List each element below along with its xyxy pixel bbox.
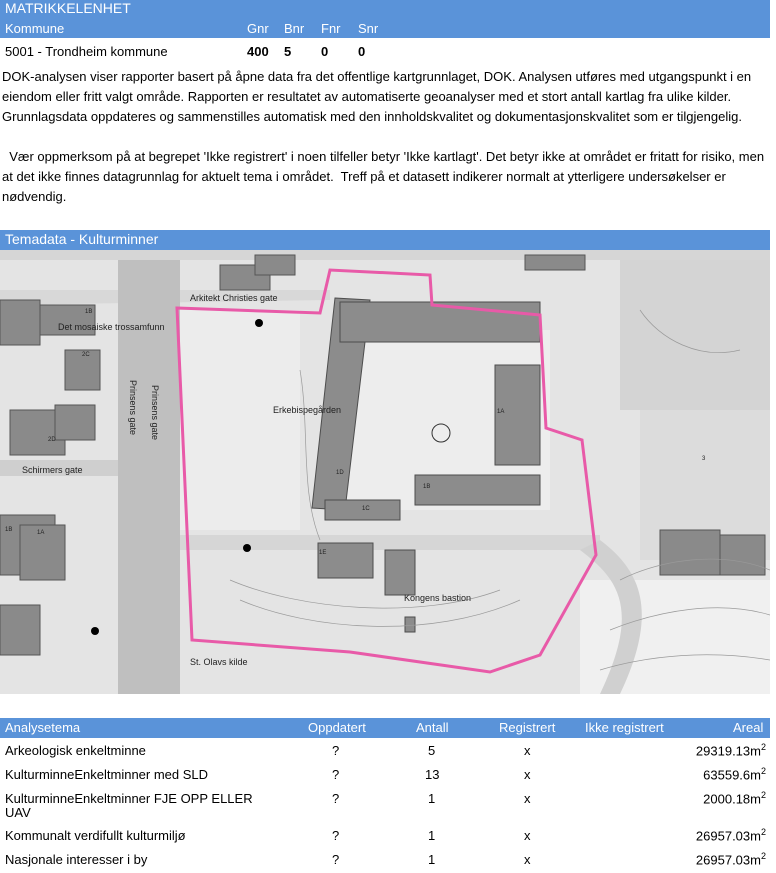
map-label-st-olavs: St. Olavs kilde	[190, 657, 248, 667]
row-oppdatert: ?	[332, 767, 340, 782]
header-bnr: Bnr	[284, 21, 305, 36]
th-registrert: Registrert	[499, 720, 556, 735]
row-registrert: x	[524, 767, 531, 782]
row-analysetema: Kommunalt verdifullt kulturmiljø	[5, 828, 186, 843]
row-analysetema: Nasjonale interesser i by	[5, 852, 148, 867]
row-registrert: x	[524, 852, 531, 867]
matrikkel-snr-value: 0	[358, 44, 366, 59]
header-fnr: Fnr	[321, 21, 341, 36]
th-ikke-registrert: Ikke registrert	[585, 720, 664, 735]
row-antall: 1	[428, 791, 436, 806]
row-registrert: x	[524, 828, 531, 843]
row-areal: $26957.03m^2$	[695, 827, 766, 844]
map-label-prinsens-1: Prinsens gate	[128, 380, 138, 436]
row-areal: $2000.18m^2$	[703, 790, 766, 807]
row-oppdatert: ?	[332, 852, 340, 867]
matrikkel-bnr-value: 5	[284, 44, 292, 59]
map-label-b1: 1B	[85, 309, 93, 315]
row-areal: $29319.13m^2$	[695, 742, 766, 759]
map-label-schirmers: Schirmers gate	[22, 465, 83, 475]
row-analysetema: Arkeologisk enkeltminne	[5, 743, 146, 758]
th-areal: Areal	[733, 720, 764, 735]
map-label-arkitekt: Arkitekt Christies gate	[190, 293, 278, 303]
row-analysetema: KulturminneEnkeltminner med SLD	[5, 767, 209, 782]
matrikkel-gnr-value: 400	[247, 44, 269, 59]
area-unit-exponent: 2	[760, 766, 766, 776]
th-analysetema: Analysetema	[5, 720, 81, 735]
row-registrert: x	[524, 743, 531, 758]
map-label-erkebispegarden: Erkebispegården	[273, 405, 342, 415]
intro-paragraph-2: Vær oppmerksom på at begrepet 'Ikke registrert' i noen tilfeller betyr 'Ikke kartlagt'. Det betyr ikke at området er fritatt for risiko, men at det ikke finnes datagrunnlag for aktuelt tema i området. Treff på et datasett indikerer normalt at ytterligere undersøkelser er nødvendig.	[2, 149, 768, 204]
row-oppdatert: ?	[332, 828, 340, 843]
map-canvas	[0, 250, 770, 694]
header-gnr: Gnr	[247, 21, 269, 36]
tema-title: Temadata - Kulturminner	[5, 231, 159, 247]
kulturminner-map[interactable]	[0, 250, 770, 694]
row-areal: $63559.6m^2$	[703, 766, 766, 783]
th-oppdatert: Oppdatert	[308, 720, 366, 735]
area-unit-exponent: 2	[760, 742, 766, 752]
map-label-b5: 1A	[37, 530, 45, 536]
map-label-b3: 2D	[48, 437, 56, 443]
area-unit-exponent: 2	[760, 827, 766, 837]
map-label-mosaiske: Det mosaiske trossamfunn	[58, 322, 165, 332]
row-analysetema: KulturminneEnkeltminner FJE OPP ELLER UAV	[5, 791, 253, 820]
header-kommune: Kommune	[5, 21, 65, 36]
th-antall: Antall	[416, 720, 449, 735]
row-registrert: x	[524, 791, 531, 806]
road-prinsens-gate	[118, 250, 180, 694]
row-areal: $26957.03m^2$	[695, 851, 766, 868]
area-unit-exponent: 2	[760, 790, 766, 800]
map-label-c3: 1B	[423, 484, 431, 490]
matrikkel-section-title-bar	[0, 0, 770, 19]
analysis-table-header	[0, 718, 770, 738]
matrikkel-kommune-value: 5001 - Trondheim kommune	[5, 44, 168, 59]
row-antall: 5	[428, 743, 436, 758]
row-antall: 1	[428, 852, 436, 867]
map-label-c5: 1E	[319, 550, 327, 556]
map-label-c1: 1A	[497, 409, 505, 415]
map-label-c4: 1C	[362, 506, 370, 512]
tema-section-title-bar	[0, 230, 770, 250]
map-label-b2: 2C	[82, 352, 90, 358]
map-label-kongens-bastion: Kongens bastion	[404, 593, 472, 603]
matrikkel-title: MATRIKKELENHET	[5, 0, 131, 16]
map-label-b4: 1B	[5, 527, 13, 533]
matrikkel-table-header	[0, 19, 770, 38]
matrikkel-fnr-value: 0	[321, 44, 329, 59]
header-snr: Snr	[358, 21, 379, 36]
row-oppdatert: ?	[332, 791, 340, 806]
map-label-c6: 3	[702, 456, 706, 462]
row-antall: 1	[428, 828, 436, 843]
row-antall: 13	[425, 767, 440, 782]
intro-paragraph-1: DOK-analysen viser rapporter basert på åpne data fra det offentlige kartgrunnlaget, DOK. Analysen utføres med utgangspunkt i en eiendom eller fritt valgt område. Rapporten er resultatet av automatiserte geoanalyser med et stort antall kartlag fra ulike kilder. Grunnlagsdata oppdateres og sammenstilles automatisk med den innholdskvalitet og dokumentasjonskvalitet som er tilgjengelig.	[2, 69, 752, 124]
map-label-c2: 1D	[336, 470, 344, 476]
area-unit-exponent: 2	[760, 851, 766, 861]
row-oppdatert: ?	[332, 743, 340, 758]
map-label-prinsens-2: Prinsens gate	[150, 385, 160, 441]
